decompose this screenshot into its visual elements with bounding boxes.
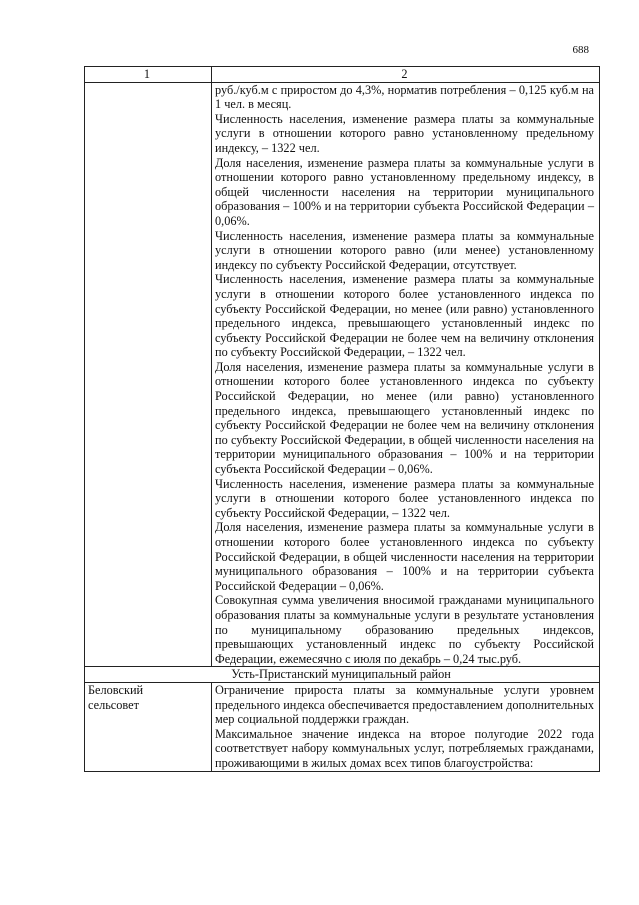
page-number: 688 bbox=[572, 44, 589, 56]
paragraph: Доля населения, изменение размера платы за коммунальные услуги в отношении которого более установленного индекса по субъекту Российской Федерации, в общей численности населения на территории муниципального образования – 100% и на территории субъекта Российской Федерации – 0,06%. bbox=[215, 520, 594, 593]
paragraph: Численность населения, изменение размера платы за коммунальные услуги в отношении которого равно (или менее) установленному индексу по субъекту Российской Федерации, отсутствует. bbox=[215, 228, 594, 272]
row2-name-cell bbox=[85, 682, 212, 771]
paragraph: Численность населения, изменение размера платы за коммунальные услуги в отношении которого равно установленному предельному индексу, – 1322 чел. bbox=[215, 111, 594, 155]
row1-text-cell bbox=[212, 82, 600, 667]
section-title: Усть-Пристанский муниципальный район bbox=[85, 667, 600, 683]
paragraph: Доля населения, изменение размера платы за коммунальные услуги в отношении которого более установленного индекса по субъекту Российской Федерации, но менее (или равно) установленного предельного индекса, превышающего установленный индекс по субъекту Российской Федерации не более чем на величину отклонения по субъекту Российской Федерации, в общей численности населения на территории муниципального образования – 100% и на территории субъекта Российской Федерации – 0,06%. bbox=[215, 359, 594, 477]
document-table bbox=[84, 66, 600, 772]
paragraph: Максимальное значение индекса на второе полугодие 2022 года соответствует набору коммунальных услуг, потребляемых гражданами, проживающими в жилых домах всех типов благоустройства: bbox=[215, 726, 594, 770]
paragraph: Ограничение прироста платы за коммунальные услуги уровнем предельного индекса обеспечивается предоставлением дополнительных мер социальной поддержки граждан. bbox=[215, 682, 594, 727]
table-row bbox=[85, 82, 600, 667]
row1-name-cell bbox=[85, 82, 212, 667]
paragraph: Доля населения, изменение размера платы за коммунальные услуги в отношении которого равно установленному предельному индексу, в общей численности населения на территории муниципального образования – 100% и на территории субъекта Российской Федерации – 0,06%. bbox=[215, 155, 594, 228]
row2-text-cell bbox=[212, 682, 600, 771]
paragraph: Совокупная сумма увеличения вносимой гражданами муниципального образования платы за коммунальные услуги в результате установления по муниципальному образованию предельных индексов, превышающих установленный индекс по субъекту Российской Федерации, ежемесячно с июля по декабрь – 0,24 тыс.руб. bbox=[215, 593, 594, 666]
header-col-2: 2 bbox=[212, 67, 600, 83]
header-col-1: 1 bbox=[85, 67, 212, 83]
section-row bbox=[85, 667, 600, 683]
municipality-name-line1: Беловский bbox=[88, 682, 144, 697]
paragraph: Численность населения, изменение размера платы за коммунальные услуги в отношении которого более установленного индекса по субъекту Российской Федерации, – 1322 чел. bbox=[215, 476, 594, 520]
table-header-row bbox=[85, 67, 600, 83]
municipality-name-line2: сельсовет bbox=[88, 697, 139, 712]
paragraph: Численность населения, изменение размера платы за коммунальные услуги в отношении которого более установленного индекса по субъекту Российской Федерации, но менее (или равно) установленного предельного индекса, превышающего установленный индекс по субъекту Российской Федерации не более чем на величину отклонения по субъекту Российской Федерации, – 1322 чел. bbox=[215, 272, 594, 360]
paragraph: руб./куб.м с приростом до 4,3%, норматив потребления – 0,125 куб.м на 1 чел. в месяц. bbox=[215, 82, 594, 112]
table-row bbox=[85, 682, 600, 771]
